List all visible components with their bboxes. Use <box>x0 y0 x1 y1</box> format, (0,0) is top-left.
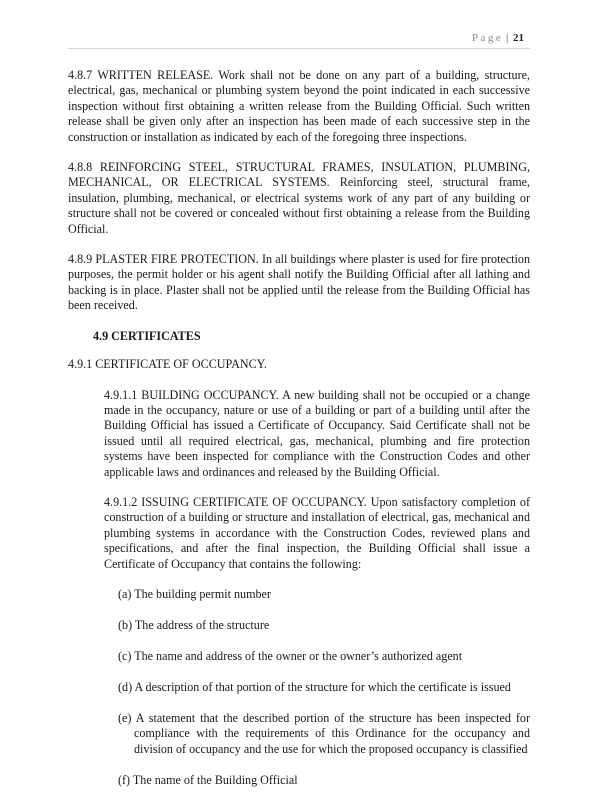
page-number-indicator <box>472 32 524 44</box>
page-separator: | <box>506 32 509 44</box>
subheading-4-9-1: 4.9.1 CERTIFICATE OF OCCUPANCY. <box>68 357 267 372</box>
section-4-9-1-2: 4.9.1.2 ISSUING CERTIFICATE OF OCCUPANCY. Upon satisfactory completion of construction of a building or structure and installation of electrical, gas, mechanical and plumbing systems in accordance with the Construction Codes, reviewed plans and specifications, and after the final inspection, the Building Official shall issue a Certificate of Occupancy that contains the following: <box>104 494 530 571</box>
page-number: 21 <box>513 32 524 44</box>
section-4-8-7: 4.8.7 WRITTEN RELEASE. Work shall not be done on any part of a building, structure, electrical, gas, mechanical or plumbing system beyond the point indicated in each successive inspection without first obtaining a written release from the Building Official. Such written release shall be given only after an inspection has been made of each successive step in the construction or installation as indicated by each of the foregoing three inspections. <box>68 68 530 144</box>
list-item: (a) The building permit number <box>118 586 271 601</box>
page-label: Page <box>471 32 504 44</box>
section-heading-4-9: 4.9 CERTIFICATES <box>93 328 201 343</box>
list-item: (d) A description of that portion of the structure for which the certificate is issued <box>118 679 511 694</box>
certificate-contents-list <box>118 587 530 788</box>
list-item: (b) The address of the structure <box>118 617 270 632</box>
document-body <box>68 68 530 804</box>
section-4-8-8: 4.8.8 REINFORCING STEEL, STRUCTURAL FRAMES, INSULATION, PLUMBING, MECHANICAL, OR ELECTRICAL SYSTEMS. Reinforcing steel, structural frame, insulation, plumbing, mechanical, or electrical systems work of any part of any building or structure shall not be covered or concealed without first obtaining a release from the Building Official. <box>68 160 530 236</box>
list-item: (f) The name of the Building Official <box>118 772 298 787</box>
page-header <box>68 30 530 49</box>
section-4-9-1-1: 4.9.1.1 BUILDING OCCUPANCY. A new building shall not be occupied or a change made in the occupancy, nature or use of a building or part of a building until after the Building Official has issued a Certificate of Occupancy. Said Certificate shall not be issued until all required electrical, gas, mechanical, plumbing and fire protection systems have been inspected for compliance with the Construction Codes and other applicable laws and ordinances and released by the Building Official. <box>104 387 530 479</box>
section-4-8-9: 4.8.9 PLASTER FIRE PROTECTION. In all buildings where plaster is used for fire protection purposes, the permit holder or his agent shall notify the Building Official after all lathing and backing is in place. Plaster shall not be applied until the release from the Building Official has been received. <box>68 252 530 313</box>
list-item: (e) A statement that the described portion of the structure has been inspected for compliance with the requirements of this Ordinance for the occupancy and division of occupancy and the use for which the proposed occupancy is classified <box>118 710 530 756</box>
list-item: (c) The name and address of the owner or the owner’s authorized agent <box>118 648 463 663</box>
